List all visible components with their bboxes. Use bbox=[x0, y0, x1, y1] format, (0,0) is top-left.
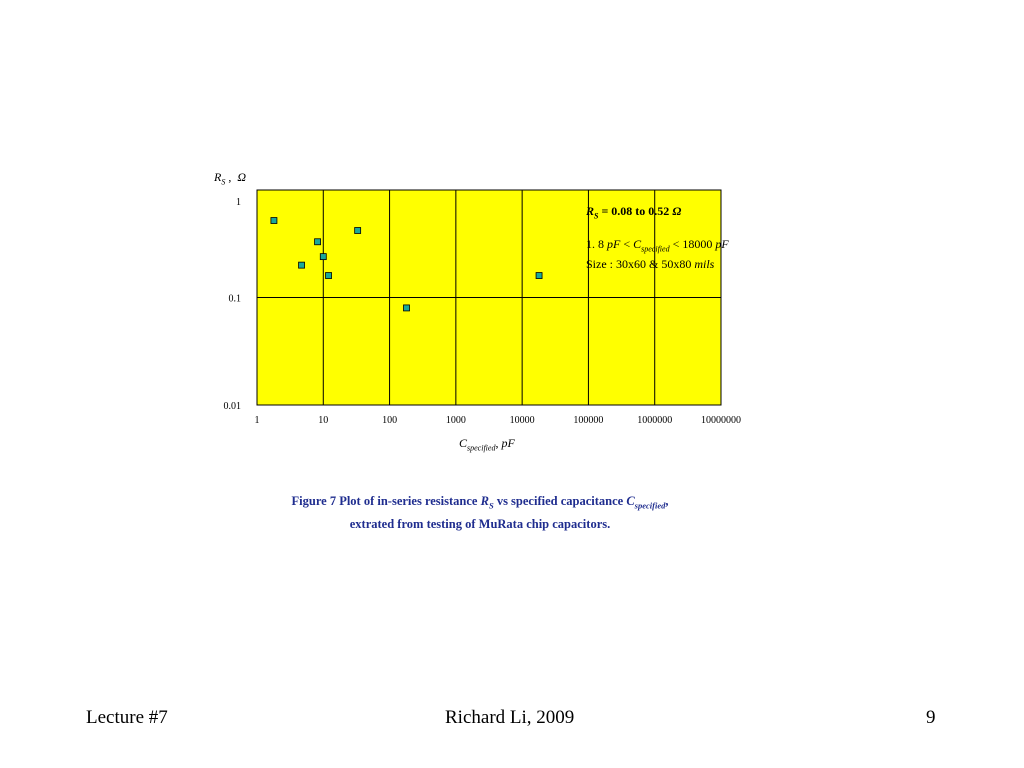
x-tick-label: 10000 bbox=[509, 415, 535, 426]
x-tick-label: 10000000 bbox=[701, 415, 741, 426]
data-point bbox=[403, 305, 409, 311]
y-axis-label: $R_S$ , Ω bbox=[214, 170, 247, 187]
data-point bbox=[355, 228, 361, 234]
y-tick-label: 0.1 bbox=[228, 293, 241, 305]
footer-page-number: 9 bbox=[926, 707, 936, 728]
x-tick-label: 100000 bbox=[573, 415, 604, 426]
annotation-rs-range: $R_S = 0.08$ to 0.52 Ω bbox=[586, 204, 682, 221]
annotation-size: Size : 30x60 & 50x80 mils bbox=[586, 256, 715, 271]
x-tick-label: 1000000 bbox=[637, 415, 673, 426]
y-tick-label: 1 bbox=[236, 197, 241, 208]
annotation-c-range: 1. 8 pF < $C_{specified} < 18000$ pF bbox=[586, 237, 729, 254]
x-tick-label: 100 bbox=[382, 415, 398, 426]
data-point bbox=[320, 254, 326, 260]
figure-caption bbox=[200, 492, 760, 533]
y-tick-labels bbox=[224, 197, 242, 412]
x-tick-labels bbox=[255, 415, 742, 426]
caption-line-2: extrated from testing of MuRata chip capacitors. bbox=[349, 516, 611, 531]
x-tick-label: 1000 bbox=[445, 415, 466, 426]
chart-annotation bbox=[586, 204, 729, 272]
x-tick-label: 10 bbox=[318, 415, 329, 426]
data-point bbox=[271, 218, 277, 224]
caption-line-1: Figure 7 Plot of in-series resistance $R_S$ vs specified capacitance $C_{specified}$, bbox=[291, 494, 669, 511]
data-point bbox=[326, 273, 332, 279]
data-point bbox=[315, 239, 321, 245]
data-point bbox=[536, 273, 542, 279]
y-tick-label: 0.01 bbox=[223, 401, 241, 412]
data-point bbox=[299, 262, 305, 268]
x-tick-label: 1 bbox=[254, 415, 260, 426]
footer-lecture: Lecture #7 bbox=[86, 707, 168, 728]
x-axis-label: $C_{specified}$, pF bbox=[459, 436, 515, 453]
footer-author: Richard Li, 2009 bbox=[445, 707, 575, 728]
